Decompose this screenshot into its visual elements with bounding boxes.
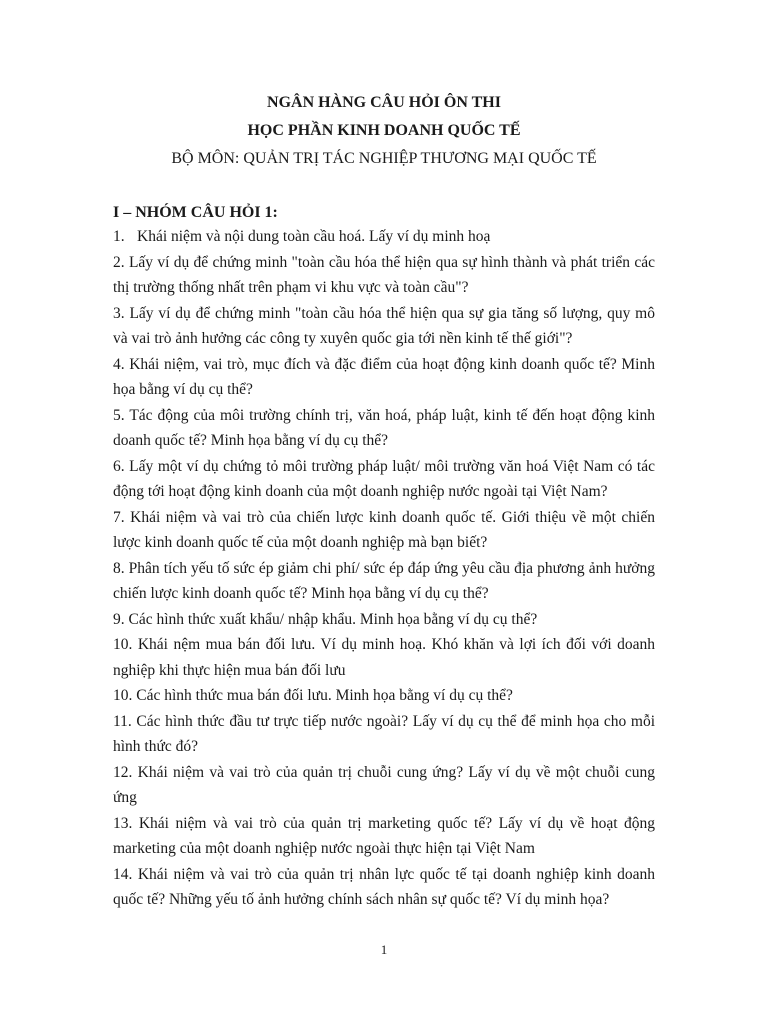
- question-item: 13. Khái niệm và vai trò của quản trị marketing quốc tế? Lấy ví dụ về hoạt động marketing của một doanh nghiệp nước ngoài thực hiện tại Việt Nam: [113, 814, 655, 857]
- department-title: BỘ MÔN: QUẢN TRỊ TÁC NGHIỆP THƯƠNG MẠI QUỐC TẾ: [171, 150, 597, 167]
- course-title: HỌC PHẦN KINH DOANH QUỐC TẾ: [247, 122, 521, 139]
- question-item: 2. Lấy ví dụ để chứng minh "toàn cầu hóa thể hiện qua sự hình thành và phát triển các thị trường thống nhất trên phạm vi khu vực và toàn cầu"?: [113, 253, 655, 296]
- question-item: 9. Các hình thức xuất khẩu/ nhập khẩu. Minh họa bằng ví dụ cụ thể?: [113, 610, 538, 628]
- page-number: 1: [380, 942, 388, 957]
- question-text: Khái niệm và nội dung toàn cầu hoá. Lấy ví dụ minh hoạ: [137, 228, 491, 245]
- question-item: 7. Khái niệm và vai trò của chiến lược kinh doanh quốc tế. Giới thiệu về một chiến lược kinh doanh quốc tế của một doanh nghiệp mà bạn biết?: [113, 508, 655, 551]
- question-item: 4. Khái niệm, vai trò, mục đích và đặc điểm của hoạt động kinh doanh quốc tế? Minh họa bằng ví dụ cụ thể?: [113, 355, 655, 398]
- question-item: 5. Tác động của môi trường chính trị, văn hoá, pháp luật, kinh tế đến hoạt động kinh doanh quốc tế? Minh họa bằng ví dụ cụ thể?: [113, 406, 655, 449]
- question-number: 1.: [113, 228, 125, 245]
- question-item: 11. Các hình thức đầu tư trực tiếp nước ngoài? Lấy ví dụ cụ thể để minh họa cho mỗi hình thức đó?: [113, 712, 655, 755]
- question-item: 10. Khái nệm mua bán đối lưu. Ví dụ minh hoạ. Khó khăn và lợi ích đối với doanh nghiệp khi thực hiện mua bán đối lưu: [113, 636, 655, 679]
- question-item: 10. Các hình thức mua bán đối lưu. Minh họa bằng ví dụ cụ thể?: [113, 687, 513, 704]
- question-item: 14. Khái niệm và vai trò của quản trị nhân lực quốc tế tại doanh nghiệp kinh doanh quốc tế? Những yếu tố ảnh hưởng chính sách nhân sự quốc tế? Ví dụ minh họa?: [113, 865, 655, 908]
- question-item: 6. Lấy một ví dụ chứng tỏ môi trường pháp luật/ môi trường văn hoá Việt Nam có tác động tới hoạt động kinh doanh của một doanh nghiệp nước ngoài tại Việt Nam?: [113, 457, 655, 500]
- document-title: NGÂN HÀNG CÂU HỎI ÔN THI: [267, 94, 501, 111]
- section-heading: I – NHÓM CÂU HỎI 1:: [113, 204, 278, 221]
- question-list: [113, 224, 655, 913]
- question-item: 3. Lấy ví dụ để chứng minh "toàn cầu hóa thể hiện qua sự gia tăng số lượng, quy mô và vai trò ảnh hưởng các công ty xuyên quốc gia tới nền kinh tế thế giới"?: [113, 304, 655, 347]
- question-item: 8. Phân tích yếu tố sức ép giảm chi phí/ sức ép đáp ứng yêu cầu địa phương ảnh hưởng chiến lược kinh doanh quốc tế? Minh họa bằng ví dụ cụ thể?: [113, 559, 655, 602]
- question-item: [113, 224, 655, 250]
- question-item: 12. Khái niệm và vai trò của quản trị chuỗi cung ứng? Lấy ví dụ về một chuỗi cung ứng: [113, 763, 655, 806]
